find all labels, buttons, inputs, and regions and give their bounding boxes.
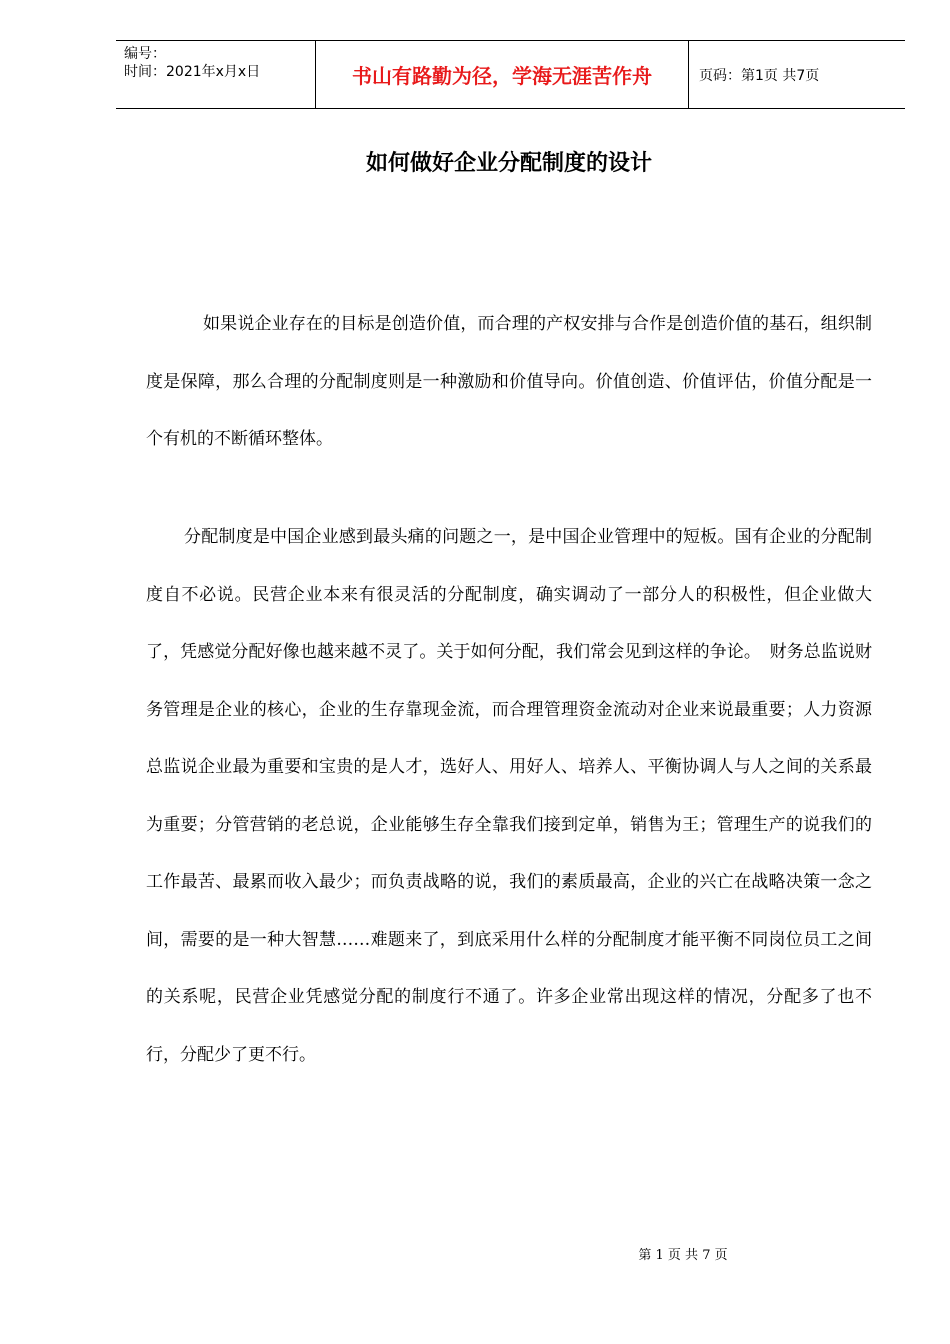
header-page-info: 页码：第1页 共7页 bbox=[699, 67, 820, 84]
body-paragraph-1: 如果说企业存在的目标是创造价值，而合理的产权安排与合作是创造价值的基石，组织制度是保障，那么合理的分配制度则是一种激励和价值导向。价值创造、价值评估，价值分配是一个有机的不断循环整体。 bbox=[146, 314, 872, 449]
time-label: 时间：2021年x月x日 bbox=[124, 64, 261, 80]
header-meta bbox=[116, 41, 316, 108]
header-motto: 书山有路勤为径，学海无涯苦作舟 bbox=[316, 41, 689, 108]
document-header bbox=[116, 40, 905, 109]
page-footer: 第 1 页 共 7 页 bbox=[638, 1248, 728, 1263]
number-label: 编号： bbox=[124, 46, 166, 62]
body-paragraph-2: 分配制度是中国企业感到最头痛的问题之一，是中国企业管理中的短板。国有企业的分配制度自不必说。民营企业本来有很灵活的分配制度，确实调动了一部分人的积极性，但企业做大了，凭感觉分配好像也越来越不灵了。关于如何分配，我们常会见到这样的争论。 财务总监说财务管理是企业的核心，企业的生存靠现金流，而合理管理资金流动对企业来说最重要；人力资源总监说企业最为重要和宝贵的是人才，选好人、用好人、培养人、平衡协调人与人之间的关系最为重要；分管营销的老总说，企业能够生存全靠我们接到定单，销售为王；管理生产的说我们的工作最苦、最累而收入最少；而负责战略的说，我们的素质最高，企业的兴亡在战略决策一念之间，需要的是一种大智慧……难题来了，到底采用什么样的分配制度才能平衡不同岗位员工之间的关系呢，民营企业凭感觉分配的制度行不通了。许多企业常出现这样的情况，分配多了也不行，分配少了更不行。 bbox=[146, 527, 872, 1065]
document-title: 如何做好企业分配制度的设计 bbox=[365, 151, 652, 176]
